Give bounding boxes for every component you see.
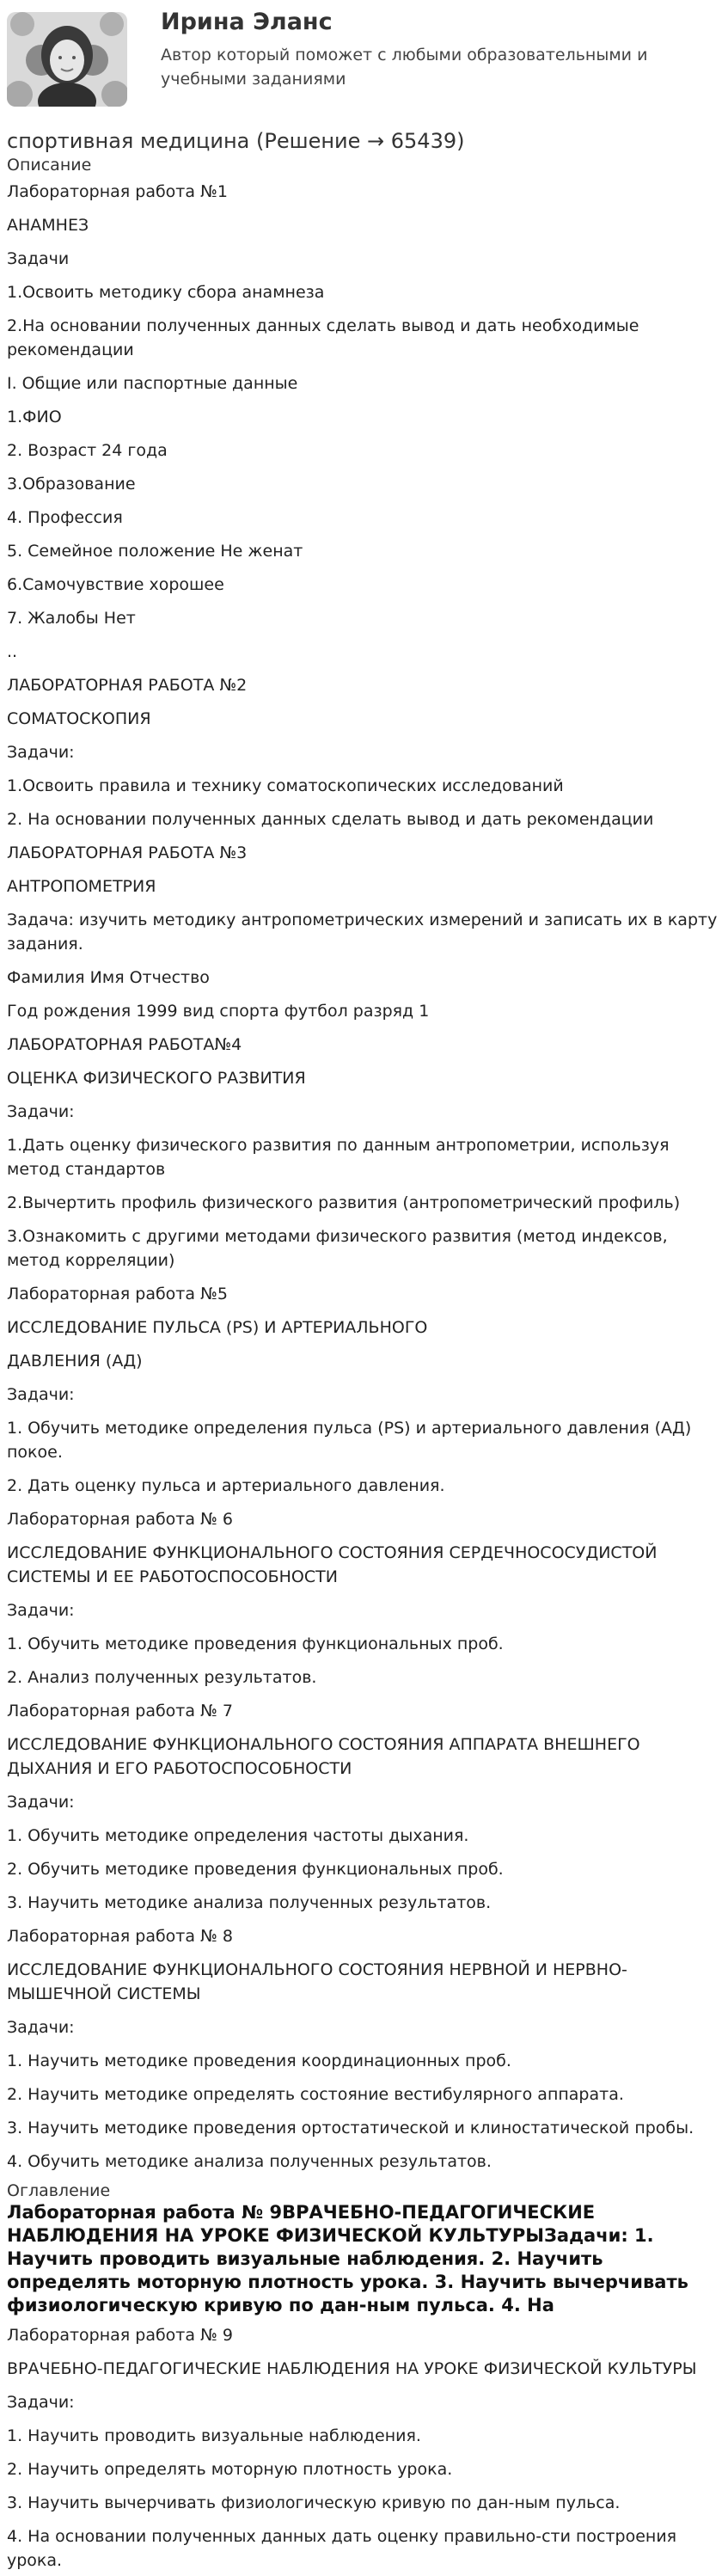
paragraph: 2. Научить методике определять состояние вестибулярного аппарата. (7, 2085, 624, 2104)
document-body (0, 175, 728, 2179)
paragraph: Год рождения 1999 вид спорта футбол разряд 1 (7, 1002, 430, 1021)
document-title: спортивная медицина (Решение → 65439) (7, 129, 465, 153)
paragraph: ЛАБОРАТОРНАЯ РАБОТА№4 (7, 1035, 242, 1054)
paragraph: Фамилия Имя Отчество (7, 968, 210, 987)
paragraph: Задачи: (7, 1601, 75, 1620)
paragraph: 3.Ознакомить с другими методами физического развития (метод индексов, метод корреляции) (7, 1227, 668, 1270)
paragraph: Лабораторная работа № 6 (7, 1510, 233, 1529)
paragraph: АНТРОПОМЕТРИЯ (7, 877, 156, 896)
paragraph: 5. Семейное положение Не женат (7, 542, 303, 561)
paragraph: Задачи: (7, 743, 75, 762)
paragraph: Задача: изучить методику антропометрических измерений и записать их в карту задания. (7, 911, 718, 954)
paragraph: 1.ФИО (7, 408, 62, 426)
paragraph: Лабораторная работа №5 (7, 1285, 228, 1303)
paragraph: 1.Освоить методику сбора анамнеза (7, 283, 325, 302)
paragraph: 1. Обучить методике определения частоты дыхания. (7, 1826, 469, 1845)
author-card (0, 0, 728, 120)
paragraph: Задачи: (7, 1793, 75, 1812)
paragraph: 1. Обучить методике проведения функциональных проб. (7, 1635, 504, 1653)
paragraph: ИССЛЕДОВАНИЕ ФУНКЦИОНАЛЬНОГО СОСТОЯНИЯ СЕРДЕЧНОСОСУДИСТОЙ СИСТЕМЫ И ЕЕ РАБОТОСПОСОБНОСТИ (7, 1543, 658, 1586)
paragraph: ОЦЕНКА ФИЗИЧЕСКОГО РАЗВИТИЯ (7, 1069, 306, 1088)
paragraph: Лабораторная работа №1 (7, 182, 228, 201)
paragraph: 1. Научить методике проведения координационных проб. (7, 2052, 511, 2070)
paragraph: 1. Обучить методике определения пульса (PS) и артериального давления (АД) покое. (7, 1419, 692, 1462)
paragraph: 4. Профессия (7, 508, 123, 527)
paragraph: ВРАЧЕБНО-ПЕДАГОГИЧЕСКИЕ НАБЛЮДЕНИЯ НА УРОКЕ ФИЗИЧЕСКОЙ КУЛЬТУРЫ (7, 2359, 697, 2378)
paragraph: ЛАБОРАТОРНАЯ РАБОТА №3 (7, 843, 248, 862)
paragraph: Задачи: (7, 1385, 75, 1404)
paragraph: 2. Научить определять моторную плотность урока. (7, 2460, 453, 2479)
paragraph: Лабораторная работа № 8 (7, 1927, 233, 1946)
paragraph: 4. Обучить методике анализа полученных результатов. (7, 2152, 492, 2171)
paragraph: 2. Анализ полученных результатов. (7, 1668, 317, 1687)
paragraph: 2. Обучить методике проведения функциональных проб. (7, 1860, 504, 1879)
paragraph: Лабораторная работа № 9 (7, 2326, 233, 2345)
avatar-photo-graphic (7, 12, 127, 107)
paragraph: 2.На основании полученных данных сделать вывод и дать необходимые рекомендации (7, 316, 639, 359)
paragraph: 3. Научить вычерчивать физиологическую кривую по дан-ным пульса. (7, 2493, 621, 2512)
paragraph: АНАМНЕЗ (7, 216, 89, 235)
paragraph: 1. Научить проводить визуальные наблюдения. (7, 2426, 421, 2445)
paragraph: 2. Возраст 24 года (7, 441, 168, 460)
paragraph: 6.Самочувствие хорошее (7, 575, 224, 594)
paragraph: 2.Вычертить профиль физического развития (антропометрический профиль) (7, 1193, 681, 1212)
paragraph: Задачи: (7, 2018, 75, 2037)
avatar-photo-icon[interactable] (7, 12, 127, 107)
paragraph: Задачи: (7, 1102, 75, 1121)
paragraph: .. (7, 642, 18, 661)
paragraph: 1.Освоить правила и технику соматоскопических исследований (7, 776, 564, 795)
toc-excerpt: Лабораторная работа № 9ВРАЧЕБНО-ПЕДАГОГИЧЕСКИЕ НАБЛЮДЕНИЯ НА УРОКЕ ФИЗИЧЕСКОЙ КУЛЬТУРЫЗадачи: 1. Научить проводить визуальные наблюдения. 2. Научить определять моторную плотность урока. 3. Научить вычерчивать физиологическую кривую по дан-ным пульса. 4. На (7, 2202, 688, 2315)
paragraph: 3. Научить методике анализа полученных результатов. (7, 1893, 492, 1912)
document-body-continued (0, 2319, 728, 2576)
description-label: Описание (7, 156, 92, 175)
author-description: Автор который поможет с любыми образовательными и учебными заданиями (161, 46, 648, 89)
paragraph: СОМАТОСКОПИЯ (7, 709, 151, 728)
paragraph: Лабораторная работа № 7 (7, 1702, 233, 1720)
toc-label: Оглавление (7, 2181, 111, 2200)
paragraph: 4. На основании полученных данных дать оценку правильно-сти построения урока. (7, 2527, 677, 2570)
paragraph: ДАВЛЕНИЯ (АД) (7, 1352, 143, 1371)
paragraph: 2. На основании полученных данных сделать вывод и дать рекомендации (7, 810, 654, 829)
paragraph: 7. Жалобы Нет (7, 609, 136, 628)
paragraph: Задачи: (7, 2393, 75, 2412)
paragraph: 1.Дать оценку физического развития по данным антропометрии, используя метод стандартов (7, 1136, 670, 1179)
paragraph: I. Общие или паспортные данные (7, 374, 298, 393)
author-name[interactable]: Ирина Эланс (161, 9, 333, 35)
paragraph: ИССЛЕДОВАНИЕ ПУЛЬСА (PS) И АРТЕРИАЛЬНОГО (7, 1318, 428, 1337)
paragraph: ИССЛЕДОВАНИЕ ФУНКЦИОНАЛЬНОГО СОСТОЯНИЯ АППАРАТА ВНЕШНЕГО ДЫХАНИЯ И ЕГО РАБОТОСПОСОБНОСТИ (7, 1735, 640, 1778)
paragraph: 3. Научить методике проведения ортостатической и клиностатической пробы. (7, 2119, 694, 2137)
paragraph: Задачи (7, 249, 70, 268)
paragraph: 2. Дать оценку пульса и артериального давления. (7, 1476, 445, 1495)
paragraph: ЛАБОРАТОРНАЯ РАБОТА №2 (7, 676, 248, 695)
paragraph: 3.Образование (7, 475, 136, 494)
paragraph: ИССЛЕДОВАНИЕ ФУНКЦИОНАЛЬНОГО СОСТОЯНИЯ НЕРВНОЙ И НЕРВНО-МЫШЕЧНОЙ СИСТЕМЫ (7, 1960, 627, 2003)
